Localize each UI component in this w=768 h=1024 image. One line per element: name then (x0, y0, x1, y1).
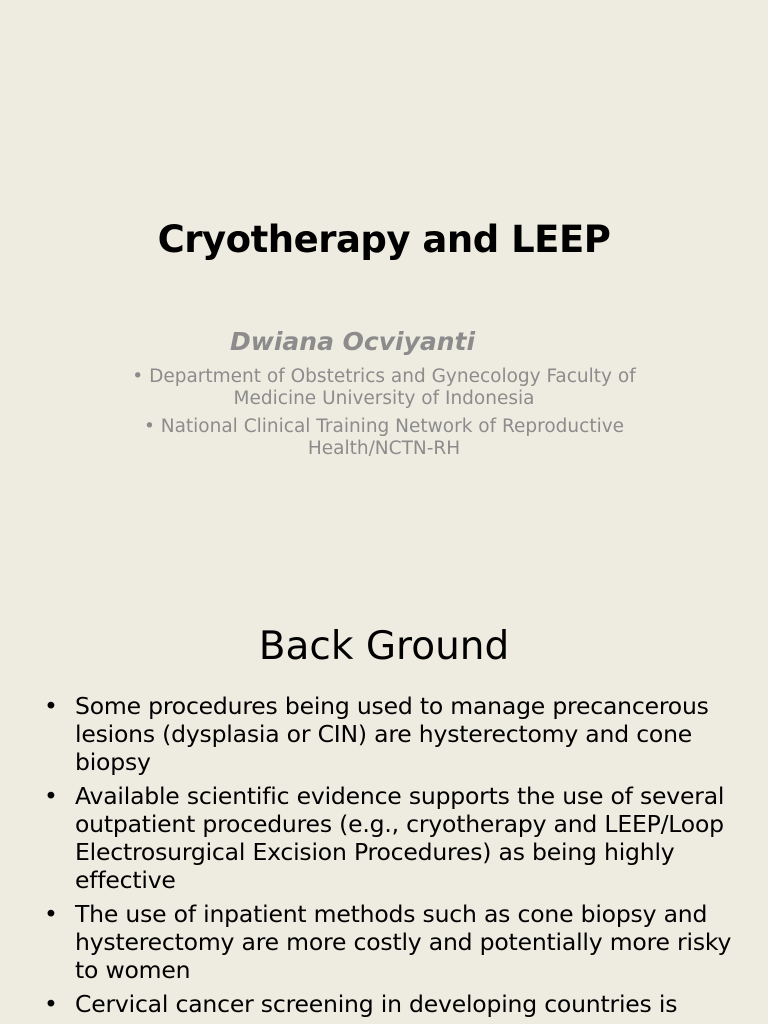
bullet-item (0, 782, 768, 894)
affiliation-item: • National Clinical Training Network of Reproductive Health/NCTN-RH (110, 416, 658, 460)
bullet-text: Some procedures being used to manage precancerous lesions (dysplasia or CIN) are hysterectomy and cone biopsy (75, 692, 709, 776)
section-title: Back Ground (258, 624, 510, 669)
affiliation-item: • Department of Obstetrics and Gynecology Faculty of Medicine University of Indonesia (110, 366, 658, 410)
bullet-item (0, 692, 768, 776)
bullet-icon: • (44, 692, 58, 720)
affiliation-list (110, 366, 658, 466)
bullet-item (0, 990, 768, 1018)
author-name: Dwiana Ocviyanti (230, 327, 476, 356)
bullet-text: The use of inpatient methods such as cone biopsy and hysterectomy are more costly and potentially more risky to women (75, 900, 732, 984)
bullet-icon: • (44, 782, 58, 810)
bullet-text: Available scientific evidence supports the use of several outpatient procedures (e.g., cryotherapy and LEEP/Loop Electrosurgical Excision Procedures) as being highly effective (75, 782, 725, 894)
bullet-icon: • (44, 900, 58, 928)
slide-title: Cryotherapy and LEEP (157, 218, 611, 261)
bullet-text: Cervical cancer screening in developing countries is (75, 990, 678, 1018)
bullet-list (0, 692, 768, 1024)
bullet-icon: • (44, 990, 58, 1018)
bullet-item (0, 900, 768, 984)
background-slide (0, 576, 768, 1024)
